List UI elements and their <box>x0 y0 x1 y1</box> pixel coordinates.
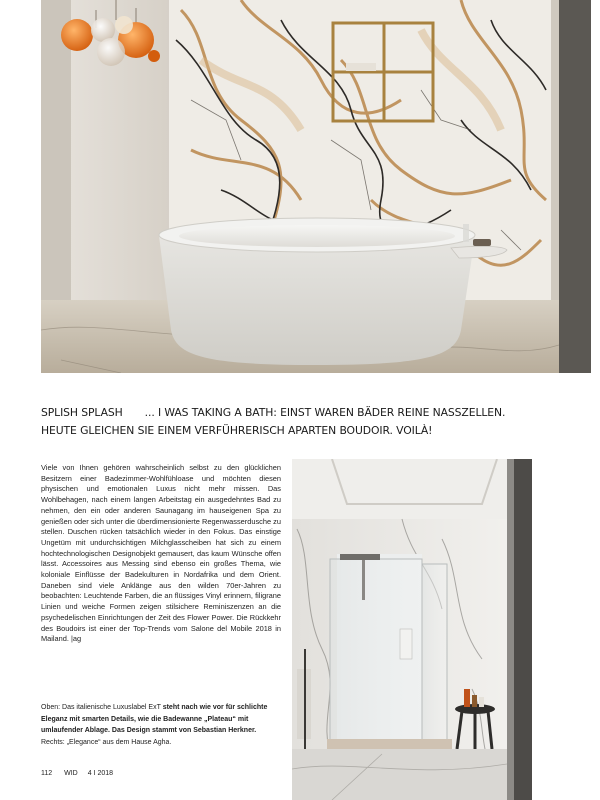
body-paragraph: Viele von Ihnen gehören wahrscheinlich selbst zu den glücklichen Besitzern einer Badezimmer-Wohlfühloase und möchten diesen physischen und emotionalen Luxus nicht mehr missen. Das Wohlbehagen, nach einem langen Arbeitstag ein ausgedehntes Bad zu nehmen, den ein oder anderen Saunagang im hauseigenen Spa zu genießen oder sich unter die überdimensionierte Regenwasserdusche zu stellen. Duschen rücken tatsächlich wieder in den Fokus. Das einstige Ungetüm mit undurchsichtigen Milchglasscheiben hat sich zu einem hochtechnologischen Designobjekt gemausert, das kaum Wünsche offen lässt. Accessoires aus Messing sind ebenso ein großes Thema, wie koloniale Einflüsse der Badekulturen in Nordafrika und dem Orient. Daneben sind viele Anklänge aus den wilden 70er-Jahren zu beobachten: Leuchtende Farben, die an flüssiges Vinyl erinnern, filigrane Linien und weiche Formen zeigen stilsichere Reminiszenzen an die psychedelischen Einrichtungen der Zeit des Flower Power. Die Rückkehr des Boudoirs ist einer der Top-Trends vom Salone del Mobile 2018 in Mailand. <box>41 463 281 644</box>
issue-number: 4 I 2018 <box>87 770 114 777</box>
magazine-name: WID <box>64 770 78 777</box>
caption-brand-2: Agha. <box>153 738 172 746</box>
headline-kicker: SPLISH SPLASH <box>41 406 123 419</box>
caption-label-right: Rechts: <box>41 738 65 746</box>
caption-label-top: Oben: <box>41 704 61 711</box>
shower-enclosure <box>327 554 452 749</box>
page-number: 112 <box>41 770 53 777</box>
headline-line-1 <box>41 404 561 422</box>
caption-brand-1: ExT <box>148 704 161 711</box>
photo-caption <box>41 702 281 748</box>
shower-photo <box>292 459 532 800</box>
caption-text-3: „Elegance“ aus dem Hause <box>66 738 152 746</box>
headline-line-2: HEUTE GLEICHEN SIE EINEM VERFÜHRERISCH APARTEN BOUDOIR. VOILÀ! <box>41 424 433 437</box>
article-headline <box>41 404 561 440</box>
page-footer <box>41 770 123 777</box>
caption-text-1: Das italienische Luxuslabel <box>62 704 147 711</box>
author-initials: |ag <box>71 634 82 644</box>
hero-photo-bathtub <box>41 0 591 373</box>
bathtub <box>159 218 507 365</box>
bathtub-scene-illustration <box>41 0 591 373</box>
headline-line-1-text: ... I WAS TAKING A BATH: EINST WAREN BÄDER REINE NASSZELLEN. <box>144 406 506 419</box>
article-body <box>41 463 281 645</box>
shower-scene-illustration <box>292 459 532 800</box>
caption-text-2: steht nach wie vor für schlichte Eleganz mit smarten Details, wie die Badewanne „Plateau“ mit umlaufender Ablage. Das Design stammt von Sebastian Herkner. <box>41 704 268 734</box>
